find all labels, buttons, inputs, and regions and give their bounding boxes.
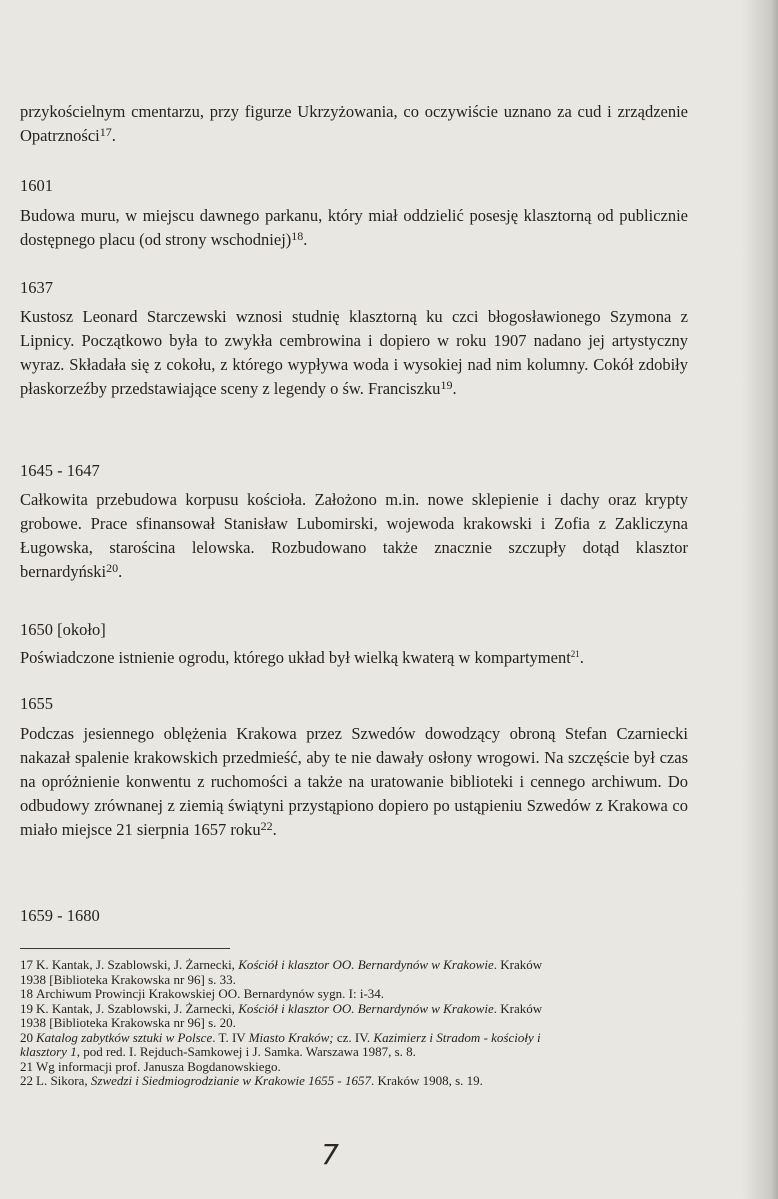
entry-1655-text-block bbox=[20, 722, 688, 842]
footnote-21 bbox=[20, 1060, 688, 1075]
footnote-text: , pod red. I. Rejduch-Samkowej i J. Samka. Warszawa 1987, s. 8. bbox=[76, 1044, 416, 1059]
entry-1650-end: . bbox=[579, 648, 584, 667]
entry-year-1637: 1637 bbox=[20, 278, 53, 297]
footnote-separator bbox=[20, 948, 230, 949]
footnote-17-line-2 bbox=[20, 973, 688, 988]
footnote-20-line-1 bbox=[20, 1031, 688, 1046]
footnote-19-line-2 bbox=[20, 1016, 688, 1031]
footnote-ref-20: 20 bbox=[106, 561, 119, 575]
footnote-text: . Kraków bbox=[493, 1000, 543, 1016]
entry-year-1645-1647: 1645 - 1647 bbox=[20, 461, 100, 480]
intro-text: przykościelnym cmentarzu, przy figurze Ukrzyżowania, co oczywiście uznano za cud i zrządzenie Opatrzności bbox=[20, 102, 688, 145]
footnote-ref-17: 17 bbox=[99, 125, 112, 139]
entry-1655 bbox=[20, 722, 688, 842]
entry-1645-1647 bbox=[20, 488, 688, 584]
footnote-title: Kościół i klasztor OO. Bernardynów w Krakowie bbox=[238, 957, 494, 972]
footnote-text: . Kraków 1908, s. 19. bbox=[371, 1073, 483, 1088]
entry-1655-end: . bbox=[272, 820, 277, 839]
footnote-title: Szwedzi i Siedmiogrodzianie w Krakowie 1655 - 1657 bbox=[90, 1073, 371, 1088]
footnote-text: L. Sikora, bbox=[36, 1073, 91, 1088]
entry-year-1650: 1650 [około] bbox=[20, 620, 106, 639]
entry-year-1659-1680: 1659 - 1680 bbox=[20, 906, 100, 925]
entry-year-1655: 1655 bbox=[20, 694, 53, 713]
footnotes-block bbox=[20, 958, 688, 1089]
footnote-number: 22 bbox=[20, 1073, 33, 1088]
entry-1601-text: Budowa muru, w miejscu dawnego parkanu, który miał oddzielić posesję klasztorną od publicznie dostępnego placu (od strony wschodniej) bbox=[20, 206, 688, 249]
footnote-22 bbox=[20, 1074, 688, 1089]
footnote-19-line-1 bbox=[20, 1002, 688, 1017]
footnote-number: 17 bbox=[20, 957, 33, 972]
footnote-18 bbox=[20, 987, 688, 1002]
footnote-17-line-1 bbox=[20, 958, 688, 973]
footnote-text: Wg informacji prof. Janusza Bogdanowskiego. bbox=[36, 1058, 281, 1074]
footnote-ref-22: 22 bbox=[260, 819, 273, 833]
intro-text-block bbox=[20, 100, 688, 148]
footnote-ref-18: 18 bbox=[291, 229, 304, 243]
entry-year-1601: 1601 bbox=[20, 176, 53, 195]
footnote-number: 21 bbox=[20, 1058, 33, 1074]
entry-1637-end: . bbox=[452, 379, 457, 398]
entry-1645-1647-text-block bbox=[20, 488, 688, 584]
footnote-title: Kazimierz i Stradom - kościoły i bbox=[373, 1029, 541, 1045]
footnote-title: klasztory 1 bbox=[20, 1044, 77, 1059]
footnote-title: Miasto Kraków; bbox=[248, 1029, 334, 1045]
page-edge-shadow bbox=[742, 0, 778, 1199]
footnote-20-line-2 bbox=[20, 1045, 688, 1060]
footnote-ref-21: 21 bbox=[570, 649, 580, 659]
entry-1601 bbox=[20, 204, 688, 252]
footnote-ref-19: 19 bbox=[440, 378, 453, 392]
entry-1637 bbox=[20, 305, 688, 401]
footnote-text: cz. IV. bbox=[333, 1029, 374, 1045]
footnote-text: 1938 [Biblioteka Krakowska nr 96] s. 33. bbox=[20, 971, 236, 987]
footnote-number: 18 bbox=[20, 986, 33, 1001]
footnote-text: Archiwum Prowincji Krakowskiej OO. Bernardynów sygn. I: i-34. bbox=[36, 986, 385, 1001]
entry-1645-1647-end: . bbox=[118, 562, 123, 581]
entry-1650-text: Poświadczone istnienie ogrodu, którego układ był wielką kwaterą w kompartyment bbox=[20, 648, 571, 667]
entry-1637-text: Kustosz Leonard Starczewski wznosi studnię klasztorną ku czci błogosławionego Szymona z Lipnicy. Początkowo była to zwykła cembrowina i dopiero w roku 1907 nadano jej artystyczny wyraz. Składała się z cokołu, z którego wypływa woda i wysokiej nad nim kolumny. Cokół zdobiły płaskorzeźby przedstawiające sceny z legendy o św. Franciszku bbox=[20, 307, 688, 398]
entry-1637-text-block bbox=[20, 305, 688, 401]
footnote-text: . Kraków bbox=[493, 957, 543, 972]
intro-paragraph bbox=[20, 100, 688, 148]
footnote-number: 20 bbox=[20, 1029, 33, 1045]
intro-end: . bbox=[111, 126, 116, 145]
entry-1645-1647-text: Całkowita przebudowa korpusu kościoła. Założono m.in. nowe sklepienie i dachy oraz krypty grobowe. Prace sfinansował Stanisław Lubomirski, wojewoda krakowski i Zofia z Zakliczyna Ługowska, starościna lelowska. Rozbudowano także znacznie szczupły dotąd klasztor bernardyński bbox=[20, 490, 688, 581]
page-number: 7 bbox=[321, 1138, 339, 1171]
footnote-number: 19 bbox=[20, 1000, 33, 1016]
entry-1601-end: . bbox=[303, 230, 308, 249]
footnote-text: K. Kantak, J. Szablowski, J. Żarnecki, bbox=[36, 1000, 239, 1016]
entry-1655-text: Podczas jesiennego oblężenia Krakowa przez Szwedów dowodzący obroną Stefan Czarniecki nakazał spalenie krakowskich przedmieść, aby te nie dawały osłony wrogowi. Na szczęście był czas na opróżnienie konwentu z ruchomości a także na uratowanie biblioteki i cennego archiwum. Do odbudowy zrównanej z ziemią świątyni przystąpiono dopiero po ustąpieniu Szwedów z Krakowa co miało miejsce 21 sierpnia 1657 roku bbox=[20, 724, 688, 839]
footnote-text: . T. IV bbox=[212, 1029, 249, 1045]
footnote-text: 1938 [Biblioteka Krakowska nr 96] s. 20. bbox=[20, 1015, 236, 1030]
footnote-text: K. Kantak, J. Szablowski, J. Żarnecki, bbox=[36, 957, 239, 972]
entry-1650 bbox=[20, 646, 688, 670]
footnote-title: Katalog zabytków sztuki w Polsce bbox=[36, 1029, 213, 1045]
entry-1650-text-block bbox=[20, 646, 688, 670]
entry-1601-text-block bbox=[20, 204, 688, 252]
footnote-title: Kościół i klasztor OO. Bernardynów w Krakowie bbox=[238, 1000, 494, 1016]
